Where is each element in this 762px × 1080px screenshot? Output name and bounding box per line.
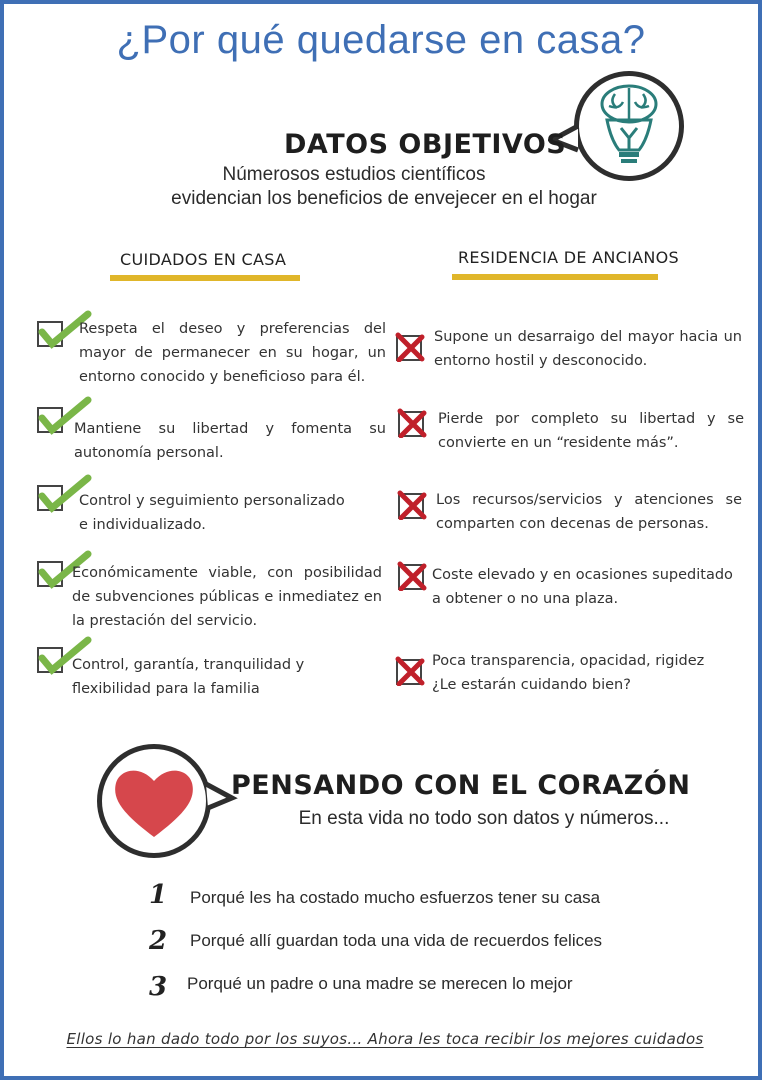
section-heading-corazon: PENSANDO CON EL CORAZÓN: [231, 770, 691, 801]
footer-note: Ellos lo han dado todo por los suyos... Ahora les toca recibir los mejores cuidados: [66, 1030, 704, 1048]
cross-icon: [394, 656, 426, 686]
cross-icon: [396, 408, 428, 438]
column-underline-casa: [110, 275, 300, 281]
cross-icon: [396, 561, 428, 591]
pro-item-3: Control y seguimiento personalizado e individualizado.: [79, 493, 345, 533]
con-item-5: Poca transparencia, opacidad, rigidez ¿Le estarán cuidando bien?: [432, 653, 705, 693]
section-subtitle-corazon: En esta vida no todo son datos y números...: [298, 808, 670, 829]
page-title: ¿Por qué quedarse en casa?: [116, 18, 646, 62]
column-heading-residencia: RESIDENCIA DE ANCIANOS: [458, 248, 680, 267]
reason-text: Porqué les ha costado mucho esfuerzos tener su casa: [190, 888, 601, 907]
con-item-4: Coste elevado y en ocasiones supeditado a obtener o no una plaza.: [432, 567, 733, 607]
pro-item-1: Respeta el deseo y preferencias del mayor de permanecer en su hogar, un entorno conocido y beneficioso para él.: [79, 321, 386, 385]
brain-lightbulb-icon: [574, 71, 684, 181]
pro-item-2: Mantiene su libertad y fomenta su autonomía personal.: [74, 421, 386, 461]
cross-icon: [394, 332, 426, 362]
section-heading-datos: DATOS OBJETIVOS: [284, 129, 567, 160]
con-item-3: Los recursos/servicios y atenciones se comparten con decenas de personas.: [436, 492, 742, 532]
reason-number: 1: [149, 880, 168, 910]
reason-number: 2: [149, 926, 168, 956]
column-underline-residencia: [452, 274, 658, 280]
con-item-1: Supone un desarraigo del mayor hacia un entorno hostil y desconocido.: [434, 329, 742, 369]
section-subtitle-1: Númerosos estudios científicos: [222, 164, 486, 185]
pro-item-4: Económicamente viable, con posibilidad de subvenciones públicas e inmediatez en la prestación del servicio.: [72, 565, 382, 629]
column-heading-casa: CUIDADOS EN CASA: [120, 250, 287, 269]
reason-text: Porqué allí guardan toda una vida de recuerdos felices: [190, 931, 603, 950]
con-item-2: Pierde por completo su libertad y se convierte en un “residente más”.: [438, 411, 744, 451]
reason-number: 3: [149, 972, 168, 1002]
reason-text: Porqué un padre o una madre se merecen lo mejor: [187, 974, 573, 993]
pro-item-5: Control, garantía, tranquilidad y flexibilidad para la familia: [72, 657, 305, 697]
cross-icon: [396, 490, 428, 520]
section-subtitle-2: evidencian los beneficios de envejecer en el hogar: [171, 188, 597, 209]
heart-icon: [97, 744, 211, 858]
